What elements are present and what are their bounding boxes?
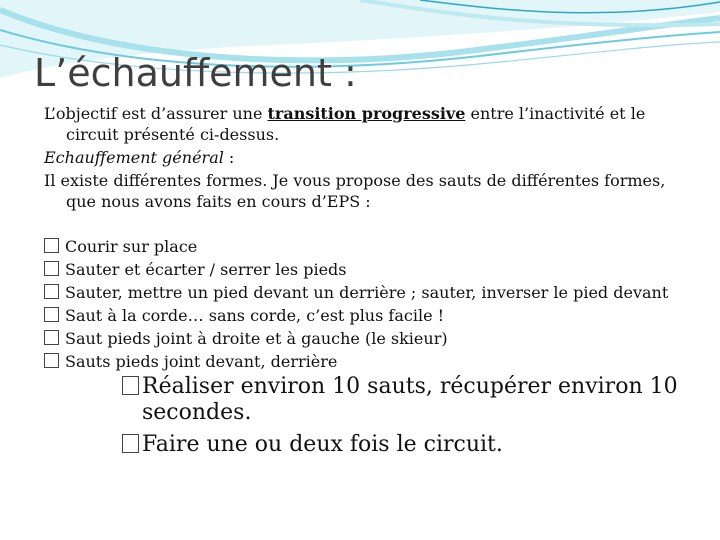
- intro-text-before: L’objectif est d’assurer une: [44, 104, 268, 123]
- list-item: [44, 305, 694, 326]
- list-item: [44, 259, 694, 280]
- checkbox-glyph-icon: [44, 284, 59, 299]
- general-heading: [44, 147, 694, 168]
- list-item-text: Sauter, mettre un pied devant un derrière ; sauter, inverser le pied devant: [65, 283, 669, 302]
- checkbox-glyph-icon: [122, 376, 139, 395]
- spacer: [44, 214, 694, 236]
- sub-list-item-text: Faire une ou deux fois le circuit.: [142, 432, 503, 457]
- list-item-text: Courir sur place: [65, 237, 198, 256]
- list-item: [44, 282, 694, 303]
- forms-paragraph: Il existe différentes formes. Je vous propose des sauts de différentes formes, que nous avons faits en cours d’EPS :: [44, 171, 666, 211]
- exercise-list: [44, 236, 694, 372]
- list-item: [44, 328, 694, 349]
- list-item: [44, 236, 694, 257]
- intro-paragraph: [44, 103, 694, 145]
- intro-emphasis: transition progressive: [267, 104, 466, 123]
- slide-title: L’échauffement :: [34, 51, 357, 95]
- general-heading-colon: :: [223, 148, 235, 167]
- list-item-text: Saut à la corde… sans corde, c’est plus facile !: [65, 306, 445, 325]
- checkbox-glyph-icon: [44, 238, 59, 253]
- checkbox-glyph-icon: [44, 261, 59, 276]
- checkbox-glyph-icon: [44, 307, 59, 322]
- intro-text-after: entre l’inactivité et le circuit présenté ci-dessus.: [66, 104, 646, 144]
- list-item-text: Saut pieds joint à droite et à gauche (le skieur): [65, 329, 448, 348]
- list-item-text: Sauts pieds joint devant, derrière: [65, 352, 338, 371]
- list-item: [44, 351, 694, 372]
- checkbox-glyph-icon: [44, 353, 59, 368]
- sub-bullet-list: [44, 374, 694, 458]
- checkbox-glyph-icon: [122, 434, 139, 453]
- checkbox-glyph-icon: [44, 330, 59, 345]
- general-heading-italic: Echauffement général: [44, 148, 224, 167]
- list-item-text: Sauter et écarter / serrer les pieds: [65, 260, 347, 279]
- slide-body: [44, 103, 694, 464]
- sub-list-item-text: Réaliser environ 10 sauts, récupérer environ 10 secondes.: [142, 374, 678, 425]
- sub-list-item: [122, 432, 694, 458]
- sub-list-item: [122, 374, 694, 426]
